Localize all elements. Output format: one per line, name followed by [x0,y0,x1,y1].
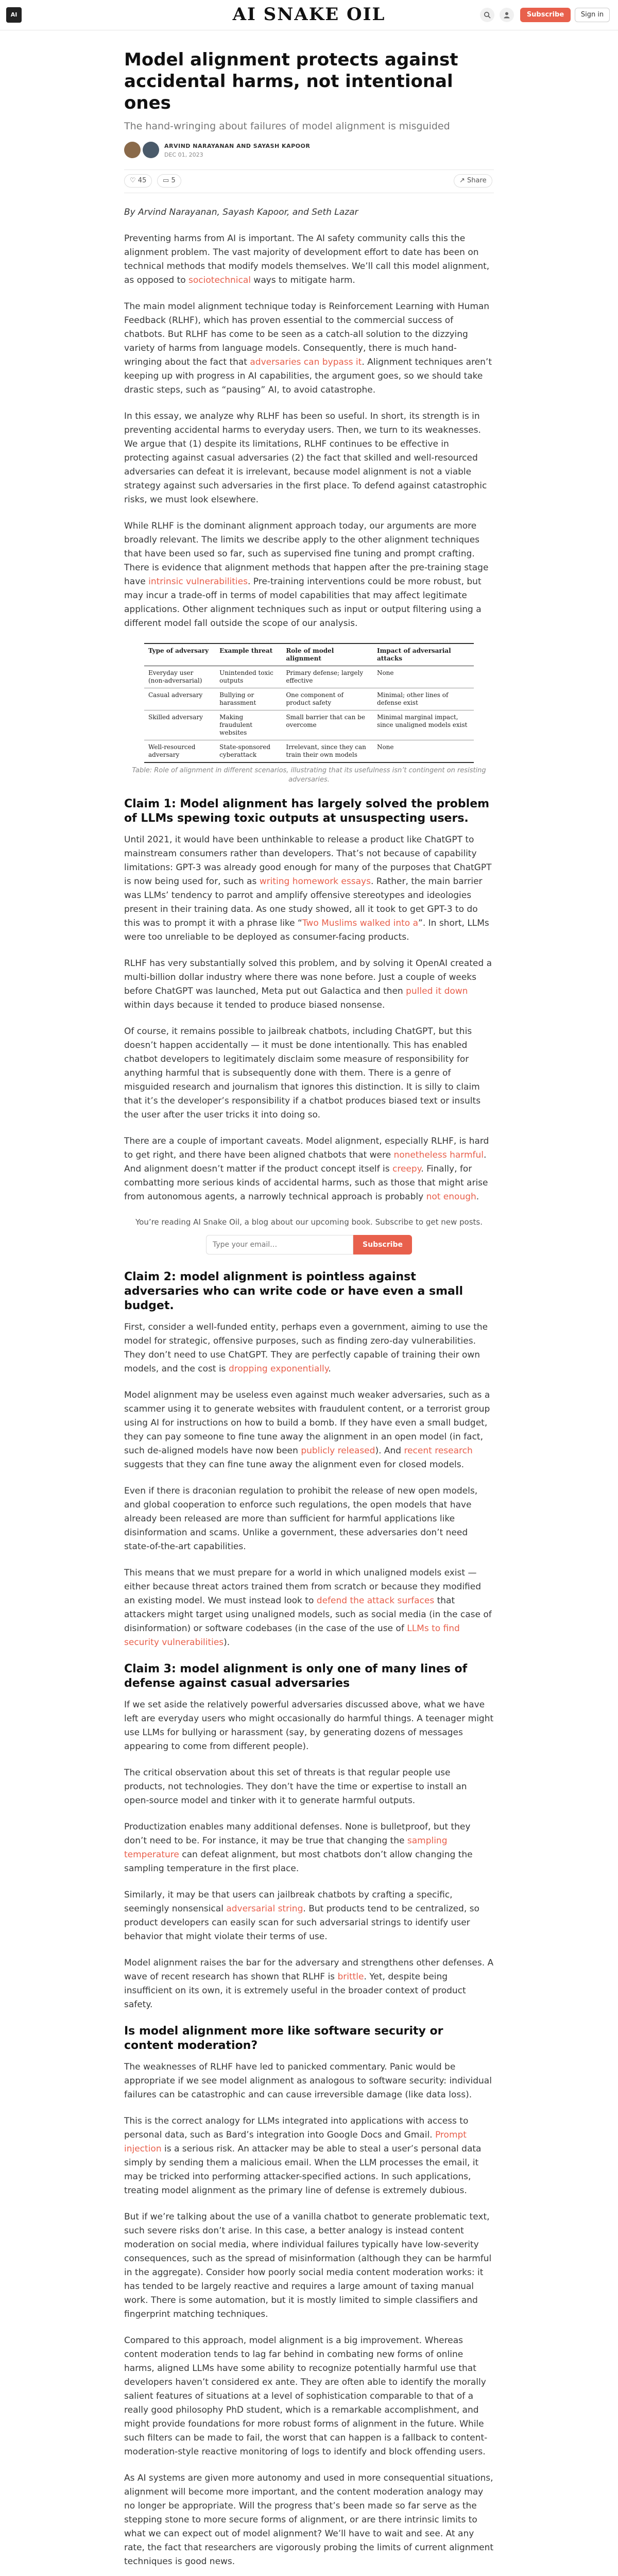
link[interactable]: brittle [337,1972,364,1982]
table-header: Role of model alignment [282,643,373,666]
table-cell: State-sponsored cyberattack [215,740,282,763]
subscribe-button[interactable]: Subscribe [520,8,571,22]
link[interactable]: sampling temperature [124,1836,448,1860]
paragraph: While RLHF is the dominant alignment approach today, our arguments are more broadly relevant. The limits we describe apply to the other alignment techniques that have been used so far, such as supervised fine tuning and prompt crafting. There is evidence that alignment methods that happen after the pre-training stage have intrinsic vulnerabilities. Pre-training interventions could be more robust, but may incur a trade-off in terms of model capabilities that may affect legitimate applications. Other alignment techniques such as input or output filtering using a different model fall outside the scope of our analysis. [124,521,489,629]
site-title[interactable]: AI SNAKE OIL [232,4,386,25]
table-cell: Bullying or harassment [215,688,282,710]
comment-button[interactable] [157,174,181,188]
engagement-bar [124,170,494,193]
paragraph: But if we’re talking about the use of a vanilla chatbot to generate problematic text, such severe risks don’t arise. In this case, a better analogy is instead content moderation on social media, where individual failures typically have low-severity consequences, such as the spread of misinformation (although they can be harmful in the aggregate). Consider how poorly social media content moderation works: it has tended to be largely reactive and requires a large amount of taxing manual work. There is some automation, but it is mostly limited to simple classifiers and fingerprint matching techniques. [124,2212,492,2319]
author-avatar[interactable] [124,142,141,158]
link[interactable]: nonetheless harmful [393,1150,484,1160]
link[interactable]: creepy [392,1164,421,1174]
share-label: Share [467,177,487,184]
search-icon [484,11,491,19]
paragraph: RLHF has very substantially solved this problem, and by solving it OpenAI created a multi-billion dollar industry where there was none before. Just a couple of weeks before ChatGPT was launched, Meta put out Galactica and then pulled it down within days because it tended to produce biased nonsense. [124,958,492,1010]
section-heading: Claim 2: model alignment is pointless against adversaries who can write code or have even a small budget. [124,1270,463,1312]
paragraph: There are a couple of important caveats. Model alignment, especially RLHF, is hard to get right, and there have been aligned chatbots that were nonetheless harmful. And alignment doesn’t matter if the product concept itself is creepy. Finally, for combatting more serious kinds of accidental harms, such as those that might arise from autonomous agents, a narrowly technical approach is probably not enough. [124,1136,489,1202]
paragraph: If we set aside the relatively powerful adversaries discussed above, what we have left are everyday users who might occasionally do harmful things. A teenager might use LLMs for bullying or harassment (say, by generating dozens of messages appearing to come from different people). [124,1700,494,1752]
post-title: Model alignment protects against accidental harms, not intentional ones [124,49,458,113]
site-logo[interactable]: AI [6,7,22,23]
table-cell: One component of product safety [282,688,373,710]
paragraph: The main model alignment technique today is Reinforcement Learning with Human Feedback (RLHF), which has proven essential to the commercial success of chatbots. But RLHF has come to be seen as a catch-all solution to the dizzying variety of harms from language models. Consequently, there is much hand-wringing about the fact that adversaries can bypass it. Alignment techniques aren’t keeping up with progress in AI capabilities, the argument goes, so we should take drastic steps, such as “pausing” AI, to avoid catastrophe. [124,301,492,395]
table-row [144,740,474,763]
link[interactable]: dropping exponentially [228,1364,329,1374]
table-cell: Minimal marginal impact, since unaligned models exist [373,710,474,740]
table-cell: Making fraudulent websites [215,710,282,740]
paragraph: Model alignment may be useless even against much weaker adversaries, such as a scammer using it to generate websites with fraudulent content, or a terrorist group using AI for instructions on how to build a bomb. If they have even a small budget, they can pay someone to fine tune away the alignment in an open model (in fact, such de-aligned models have now been publicly released). And recent research suggests that they can fine tune away the alignment even for closed models. [124,1390,490,1470]
subscribe-form [206,1235,412,1255]
table-cell: Minimal; other lines of defense exist [373,688,474,710]
adversary-table [144,643,474,763]
paragraph: As AI systems are given more autonomy and used in more consequential situations, alignment will become more important, and the content moderation analogy may no longer be appropriate. Will the progress that’s been made so far serve as the stepping stone to more secure forms of alignment, or are there intrinsic limits to what we can expect out of model alignment? We’ll have to wait and see. At any rate, the fact that researchers are vigorously probing the limits of current alignment techniques is good news. [124,2473,494,2567]
table-cell: Unintended toxic outputs [215,666,282,688]
table-row [144,666,474,688]
table-cell: None [373,666,474,688]
post-byline [124,141,494,161]
search-button[interactable] [480,8,494,22]
link[interactable]: publicly released [301,1446,375,1456]
table-cell: None [373,740,474,763]
table-row [144,710,474,740]
table-header: Impact of adversarial attacks [373,643,474,666]
link[interactable]: pulled it down [406,986,468,996]
email-input[interactable] [206,1235,353,1255]
post-date: DEC 01, 2023 [164,151,203,158]
table-cell: Well-resourced adversary [144,740,215,763]
table-cell: Irrelevant, since they can train their own models [282,740,373,763]
post-subtitle: The hand-wringing about failures of model alignment is misguided [124,121,450,132]
paragraph: The critical observation about this set of threats is that regular people use products, not technologies. They don’t have the time or expertise to install an open-source model and tinker with it to generate harmful outputs. [124,1768,467,1806]
paragraph: Until 2021, it would have been unthinkable to release a product like ChatGPT to mainstream consumers rather than developers. That’s not because of capability limitations: GPT-3 was already good enough for many of the purposes that ChatGPT is now being used for, such as writing homework essays. Rather, the main barrier was LLMs’ tendency to parrot and amplify offensive stereotypes and ideologies present in their training data. As one study showed, all it took to get GPT-3 to do this was to prompt it with a phrase like “Two Muslims walked into a”. In short, LLMs were too unreliable to be deployed as consumer-facing products. [124,835,492,942]
table-header: Type of adversary [144,643,215,666]
table-cell: Everyday user (non-adversarial) [144,666,215,688]
paragraph: Productization enables many additional defenses. None is bulletproof, but they don’t need to be. For instance, it may be true that changing the sampling temperature can defeat alignment, but most chatbots don’t allow changing the sampling temperature in the first place. [124,1822,473,1874]
link[interactable]: adversarial string [226,1904,303,1914]
paragraph: Similarly, it may be that users can jailbreak chatbots by crafting a specific, seemingly nonsensical adversarial string. But products tend to be centralized, so product developers can easily scan for such adversarial strings to identify user behavior that might violate their terms of use. [124,1890,479,1942]
like-count: 45 [138,177,147,184]
table-row [144,688,474,710]
subscribe-submit-button[interactable]: Subscribe [353,1235,412,1255]
signin-button[interactable]: Sign in [575,8,610,22]
link[interactable]: sociotechnical [188,275,251,285]
table-cell: Casual adversary [144,688,215,710]
section-heading: Claim 1: Model alignment has largely solved the problem of LLMs spewing toxic outputs at unsuspecting users. [124,798,490,825]
link[interactable]: defend the attack surfaces [316,1596,435,1606]
post-body [124,206,494,2576]
paragraph: Model alignment raises the bar for the adversary and strengthens other defenses. A wave of recent research has shown that RLHF is brittle. Yet, despite being insufficient on its own, it is extremely useful in the broader context of product safety. [124,1958,494,2010]
comment-icon: ▭ [163,177,169,184]
paragraph: Compared to this approach, model alignment is a big improvement. Whereas content moderation tends to lag far behind in combating new forms of online harms, aligned LLMs have some ability to recognize potentially harmful use that developers haven’t considered ex ante. They are often able to identify the morally salient features of situations at a level of sophistication comparable to that of a really good philosophy PhD student, which is a remarkable accomplishment, and might provide foundations for more robust forms of alignment in the future. While such filters can be made to fail, the worst that can happen is a fallback to content-moderation-style reactive monitoring of logs to identify and block offending users. [124,2335,488,2457]
link[interactable]: Prompt injection [124,2130,467,2154]
share-button[interactable] [454,174,492,188]
post-authors-line: By Arvind Narayanan, Sayash Kapoor, and Seth Lazar [124,207,358,217]
link[interactable]: recent research [404,1446,473,1456]
paragraph: First, consider a well-funded entity, perhaps even a government, aiming to use the model for strategic, offensive purposes, such as finding zero-day vulnerabilities. They don’t need to use ChatGPT. They are perfectly capable of training their own models, and the cost is dropping exponentially. [124,1322,488,1374]
subscribe-box [124,1216,494,1255]
link[interactable]: Two Muslims walked into a [302,918,419,928]
section-heading: Claim 3: model alignment is only one of many lines of defense against casual adversaries [124,1663,468,1690]
like-button[interactable] [124,174,152,188]
paragraph: The weaknesses of RLHF have led to panicked commentary. Panic would be appropriate if we see model alignment as analogous to software security: individual failures can be catastrophic and can cause irreversible damage (like data loss). [124,2062,492,2100]
heart-icon: ♡ [130,177,136,184]
paragraph: In this essay, we analyze why RLHF has been so useful. In short, its strength is in preventing accidental harms to everyday users. Then, we turn to its weaknesses. We argue that (1) despite its limitations, RLHF continues to be effective in protecting against casual adversaries (2) the fact that skilled and well-resourced adversaries can defeat it is irrelevant, because model alignment is not a viable strategy against such adversaries in the first place. To defend against catastrophic risks, we must look elsewhere. [124,411,487,505]
paragraph: This means that we must prepare for a world in which unaligned models exist — either because threat actors trained them from scratch or because they modified an existing model. We must instead look to defend the attack surfaces that attackers might target using unaligned models, such as social media (in the case of disinformation) or software codebases (in the case of the use of LLMs to find security vulnerabilities). [124,1568,492,1648]
account-button[interactable] [500,8,514,22]
table-cell: Skilled adversary [144,710,215,740]
table-header: Example threat [215,643,282,666]
user-icon [503,11,510,19]
paragraph: This is the correct analogy for LLMs integrated into applications with access to personal data, such as Bard’s integration into Google Docs and Gmail. Prompt injection is a serious risk. An attacker may be able to steal a user’s personal data simply by sending them a malicious email. When the LLM processes the email, it may be tricked into performing attacker-specified actions. In such applications, treating model alignment as the primary line of defense is extremely dubious. [124,2116,482,2196]
link[interactable]: intrinsic vulnerabilities [148,577,248,587]
link[interactable]: not enough [426,1192,476,1202]
table-header-row [144,643,474,666]
author-avatar[interactable] [143,142,159,158]
paragraph: Preventing harms from AI is important. The AI safety community calls this the alignment problem. The vast majority of development effort to date has been on technical methods that modify models themselves. We’ll call this model alignment, as opposed to sociotechnical ways to mitigate harm. [124,233,490,285]
table-cell: Primary defense; largely effective [282,666,373,688]
site-header [0,0,618,30]
table-caption: Table: Role of alignment in different scenarios, illustrating that its usefulness isn’t contingent on resisting adversaries. [132,767,486,784]
link[interactable]: writing homework essays [259,876,371,887]
table-cell: Small barrier that can be overcome [282,710,373,740]
paragraph: Even if there is draconian regulation to prohibit the release of new open models, and global cooperation to enforce such regulations, the open models that have already been released are more than sufficient for harmful applications like disinformation and scams. Unlike a government, these adversaries don’t need state-of-the-art capabilities. [124,1486,478,1552]
comment-count: 5 [171,177,176,184]
section-heading: Is model alignment more like software security or content moderation? [124,2025,443,2052]
share-icon: ↗ [459,177,465,184]
post [124,49,494,2576]
link[interactable]: adversaries can bypass it [250,357,362,367]
paragraph: Of course, it remains possible to jailbreak chatbots, including ChatGPT, but this doesn’t happen accidentally — it must be done intentionally. This has enabled chatbot developers to legitimately disclaim some measure of responsibility for anything harmful that is subsequently done with them. There is a genre of misguided research and journalism that ignores this distinction. It is silly to claim that it’s the developer’s responsibility if a chatbot produces biased text or insults the user after the user tricks it into doing so. [124,1026,481,1120]
post-authors[interactable]: ARVIND NARAYANAN AND SAYASH KAPOOR [164,143,311,149]
link[interactable]: LLMs to find security vulnerabilities [124,1623,460,1648]
subscribe-box-text: You’re reading AI Snake Oil, a blog about our upcoming book. Subscribe to get new posts. [135,1217,483,1227]
